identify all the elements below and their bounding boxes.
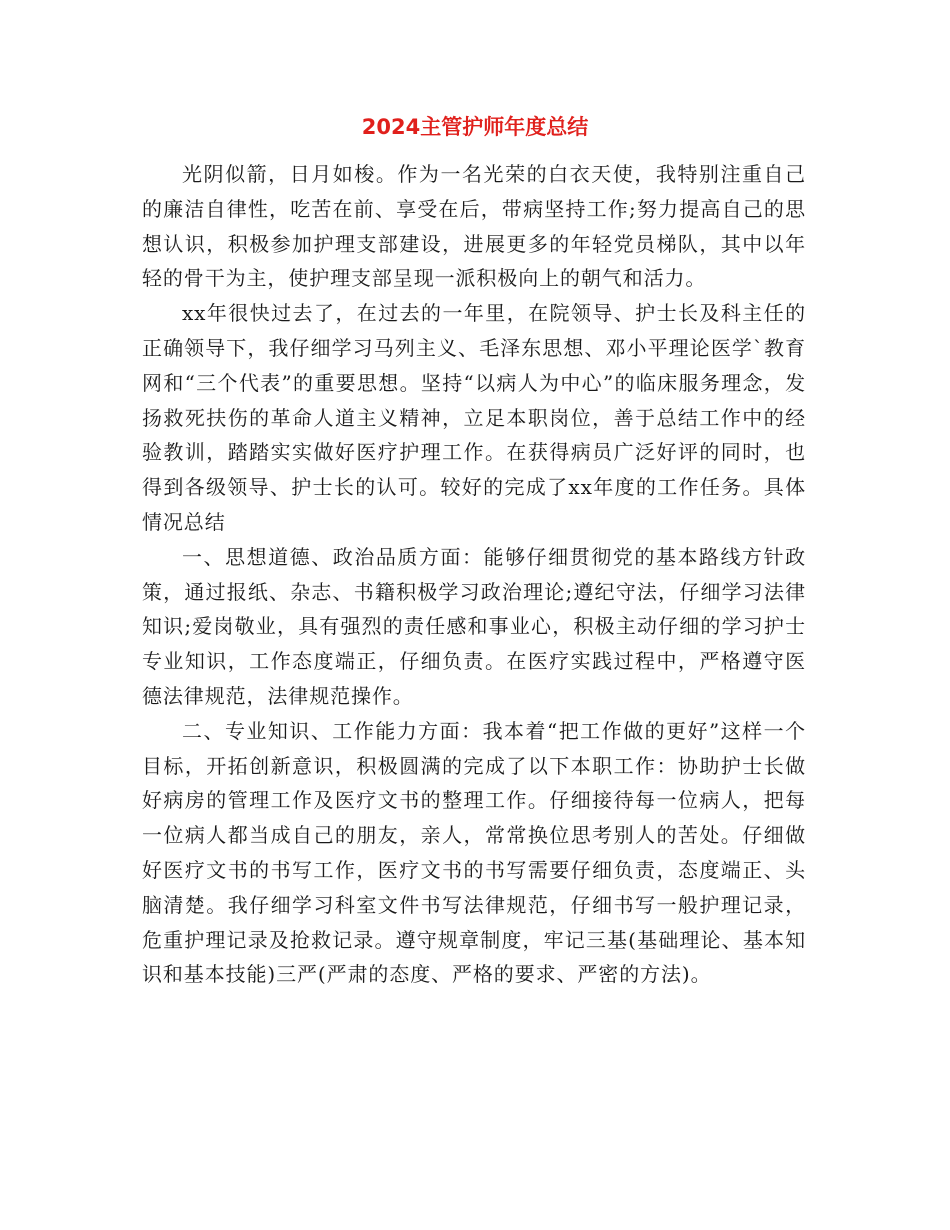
paragraph-overview: xx年很快过去了，在过去的一年里，在院领导、护士长及科主任的正确领导下，我仔细学习马列主义、毛泽东思想、邓小平理论医学`教育网和“三个代表”的重要思想。坚持“以病人为中心”的临床服务理念，发扬救死扶伤的革命人道主义精神，立足本职岗位，善于总结工作中的经验教训，踏踏实实做好医疗护理工作。在获得病员广泛好评的同时，也得到各级领导、护士长的认可。较好的完成了xx年度的工作任务。具体情况总结 — [142, 301, 806, 534]
paragraph-ideology: 一、思想道德、政治品质方面：能够仔细贯彻党的基本路线方针政策，通过报纸、杂志、书籍积极学习政治理论;遵纪守法，仔细学习法律知识;爱岗敬业，具有强烈的责任感和事业心，积极主动仔细的学习护士专业知识，工作态度端正，仔细负责。在医疗实践过程中，严格遵守医德法律规范，法律规范操作。 — [142, 544, 806, 708]
document-title: 2024主管护师年度总结 — [361, 115, 589, 139]
document-body — [142, 157, 806, 992]
paragraph-intro: 光阴似箭，日月如梭。作为一名光荣的白衣天使，我特别注重自己的廉洁自律性，吃苦在前、享受在后，带病坚持工作;努力提高自己的思想认识，积极参加护理支部建设，进展更多的年轻党员梯队，其中以年轻的骨干为主，使护理支部呈现一派积极向上的朝气和活力。 — [142, 162, 806, 291]
paragraph-professional: 二、专业知识、工作能力方面：我本着“把工作做的更好”这样一个目标，开拓创新意识，积极圆满的完成了以下本职工作：协助护士长做好病房的管理工作及医疗文书的整理工作。仔细接待每一位病人，把每一位病人都当成自己的朋友，亲人，常常换位思考别人的苦处。仔细做好医疗文书的书写工作，医疗文书的书写需要仔细负责，态度端正、头脑清楚。我仔细学习科室文件书写法律规范，仔细书写一般护理记录，危重护理记录及抢救记录。遵守规章制度，牢记三基(基础理论、基本知识和基本技能)三严(严肃的态度、严格的要求、严密的方法)。 — [142, 718, 806, 987]
